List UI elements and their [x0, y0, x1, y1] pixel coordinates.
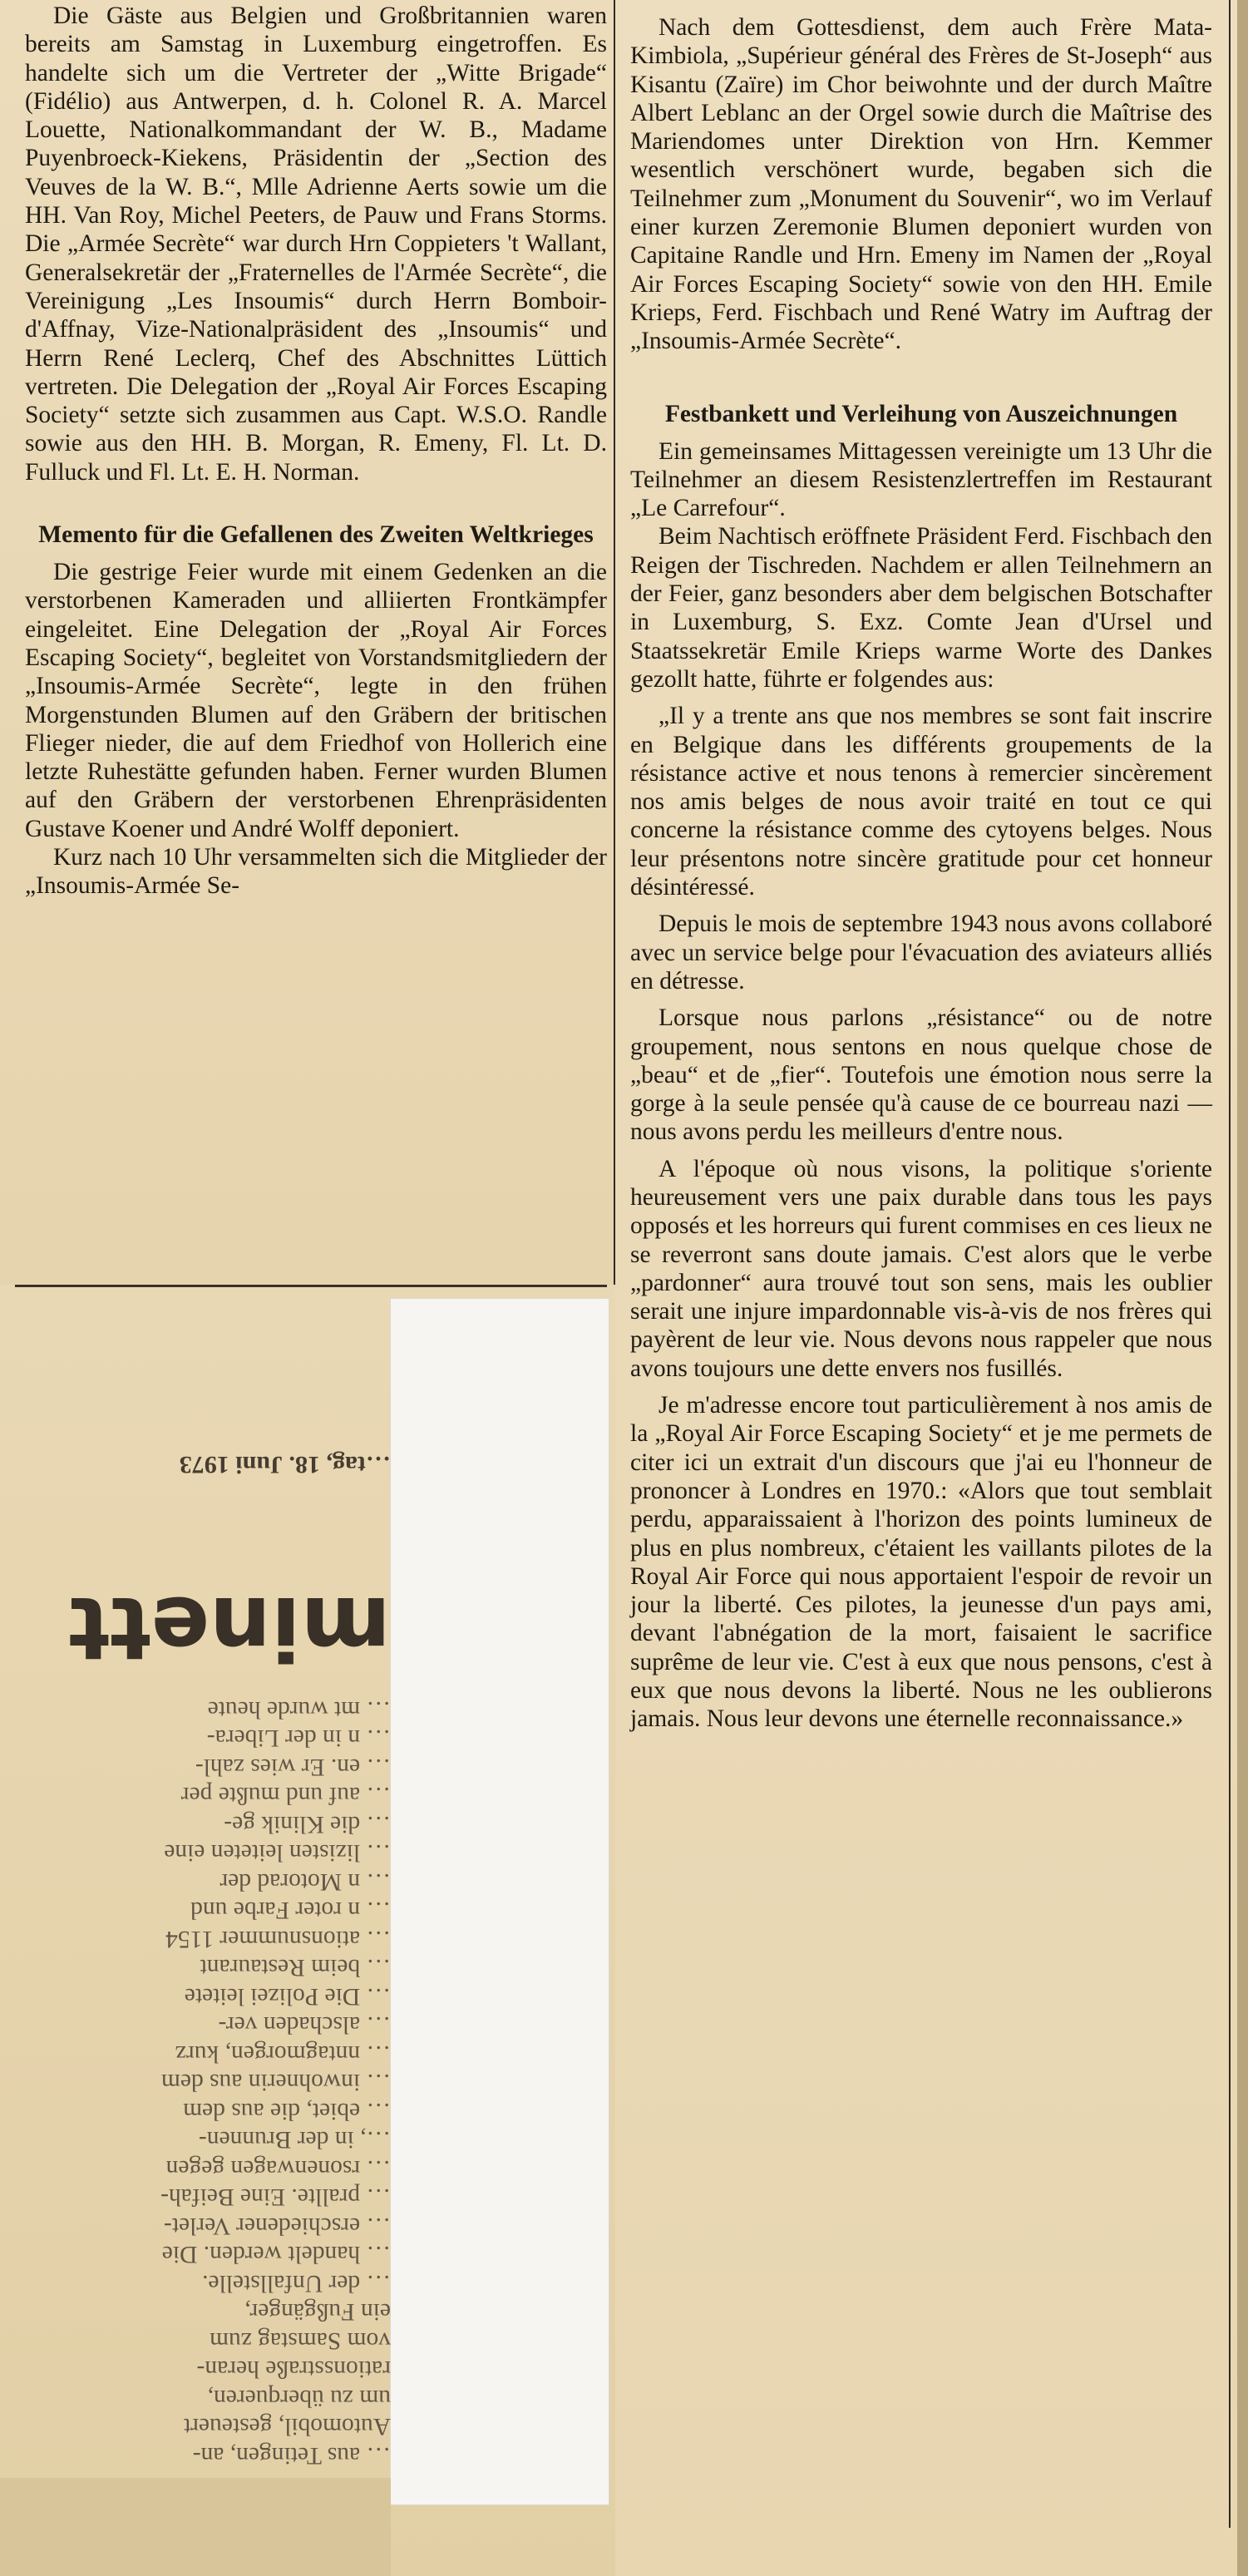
bleed-line: … handelt werden. Die — [161, 2241, 391, 2268]
bleed-line: … aus Tetingen, an- — [192, 2442, 391, 2469]
paragraphs-memento — [25, 558, 607, 901]
bleed-line: … prallte. Eine Beifah- — [160, 2184, 391, 2211]
bleed-line: … ationsnummer 1154 — [165, 1926, 391, 1952]
bleed-masthead: minett — [67, 1577, 391, 1680]
section-heading-festbankett: Festbankett und Verleihung von Auszeichnungen — [664, 400, 1178, 427]
clipping-cut-line — [15, 1285, 607, 1287]
column-rule-right — [1229, 0, 1231, 2528]
paragraphs-festbankett — [630, 437, 1212, 1734]
paragraph: Depuis le mois de septembre 1943 nous avons collaboré avec un service belge pour l'évacuation des aviateurs alliés en détresse. — [630, 910, 1212, 994]
paper-edge — [1237, 0, 1248, 2576]
bleed-line: … en. Er wies zahl- — [195, 1754, 391, 1780]
bleed-line: … ebiet, die aus dem — [183, 2098, 391, 2124]
article-column-right — [630, 13, 1212, 1734]
paragraphs-service — [630, 13, 1212, 356]
bleed-line: … erschiedener Verlet- — [163, 2213, 391, 2239]
bleed-line: … beim Restaurant — [200, 1954, 391, 1981]
paragraph: Die Gäste aus Belgien und Großbritannien waren bereits am Samstag in Luxemburg eingetroffen. Es handelte sich um die Vertreter der „Witte Brigade“ (Fidélio) aus Antwerpen, d. h. Colonel R. A. Marcel Louette, Nationalkommandant der W. B., Madame Puyenbroeck-Kiekens, Präsidentin der „Section des Veuves de la W. B.“, Mlle Adrienne Aerts sowie um die HH. Van Roy, Michel Peeters, de Pauw und Frans Storms. Die „Armée Secrète“ war durch Hrn Coppieters 't Wallant, Generalsekretär der „Fraternelles de l'Armée Secrète“, die Vereinigung „Les Insoumis“ durch Herrn Bomboir-d'Affnay, Vize-Nationalpräsident des „Insoumis“ und Herrn René Leclerq, Chef des Abschnittes Lüttich vertreten. Die Delegation der „Royal Air Forces Escaping Society“ setzte sich zusammen aus Capt. W.S.O. Randle sowie aus den HH. B. Morgan, R. Emeny, Fl. Lt. D. Fulluck und Fl. Lt. E. H. Norman. — [25, 2, 607, 486]
bleed-line: vom Samstag zum — [210, 2327, 391, 2354]
column-rule-left — [614, 0, 615, 1285]
paragraph: Je m'adresse encore tout particulièrement à nos amis de la „Royal Air Force Escaping Society“ et je me permets de citer ici un extrait d'un discours que j'ai eu l'honneur de prononcer à Londres en 1970.: «Alors que tout semblait perdu, apparaissaient à l'horizon des points lumineux de plus en plus nombreux, c'étaient les vaillants pilotes de la Royal Air Force qui nous apportaient l'espoir de revoir un jour la liberté. Ces pilotes, la jeunesse d'un pays ami, devant l'abnégation de la mort, faisaient le sacrifice suprême de leur vie. C'est à eux que nous pensons, c'est à eux que nous devons la liberté. Nous ne les oublierons jamais. Nous leur devons une éternelle reconnaissance.» — [630, 1392, 1212, 1733]
bleed-line: …, in der Brunnen- — [198, 2126, 391, 2154]
paragraph: Beim Nachtisch eröffnete Präsident Ferd. Fischbach den Reigen der Tischreden. Nachdem er allen Teilnehmern an der Feier, ganz besonders aber dem belgischen Botschafter in Luxemburg, S. Exz. Comte Jean d'Ursel und Staatssekretär Emile Krieps warme Worte des Dankes gezollt hatte, führte er folgendes aus: — [630, 523, 1212, 693]
blank-paper-patch — [391, 1299, 609, 2504]
paragraph: Die gestrige Feier wurde mit einem Gedenken an die verstorbenen Kameraden und alliierten Frontkämpfer eingeleitet. Eine Delegation der „Royal Air Forces Escaping Society“, begleitet von Vorstandsmitgliedern der „Insoumis-Armée Secrète“, legte in den frühen Morgenstunden Blumen auf den Gräbern der britischen Flieger nieder, die auf dem Friedhof von Hollerich eine letzte Ruhestätte gefunden haben. Ferner wurden Blumen auf den Gräbern der verstorbenen Ehrenpräsidenten Gustave Koener und André Wolff deponiert. — [25, 559, 607, 842]
section-heading-memento: Memento für die Gefallenen des Zweiten Weltkrieges — [38, 521, 594, 549]
bleed-line: … mt wurde heute — [207, 1696, 391, 1723]
paper-bottom-strip — [0, 2478, 391, 2576]
bleed-line: … die Klinik ge- — [224, 1811, 391, 1838]
paragraph: Lorsque nous parlons „résistance“ ou de notre groupement, nous sentons en nous quelque chose de „beau“ et de „fier“. Toutefois une émotion nous serre la gorge à la seule pensée qu'à cause de ce bourreau nazi — nous avons perdu les meilleurs d'entre nous. — [630, 1004, 1212, 1146]
bleed-line: … lizisten leiteten eine — [164, 1839, 391, 1867]
bleed-line: … n roter Farbe und — [190, 1897, 391, 1924]
paragraph: Kurz nach 10 Uhr versammelten sich die Mitglieder der „Insoumis-Armée Se- — [25, 844, 607, 900]
bleed-line: … inwohnerin aus dem — [160, 2069, 391, 2096]
bleed-line: … nntagmorgen, kurz — [175, 2041, 391, 2067]
bleed-through-text — [25, 1310, 391, 2470]
bleed-line: Automobil, gesteuert — [183, 2413, 391, 2440]
bleed-line: … n Motorad der — [220, 1868, 391, 1895]
paragraph: A l'époque où nous visons, la politique s'oriente heureusement vers une paix durable dans tous les pays opposés et les horreurs qui furent commises en ces lieux ne se reverront sans doute jamais. C'est alors que le verbe „pardonner“ aura trouvé tout son sens, mais les oublier serait une injure impardonnable vis-à-vis de nos frères qui payèrent de leur vie. Nous devons nous rappeler que nous avons toujours une dette envers nos fusillés. — [630, 1155, 1212, 1382]
bleed-line: … der Unfallstelle. — [202, 2270, 391, 2297]
bleed-line: … rsonenwagen gegen — [165, 2155, 391, 2182]
article-column-left — [25, 2, 607, 901]
paragraph: Nach dem Gottesdienst, dem auch Frère Mata-Kimbiola, „Supérieur général des Frères de St-Joseph“ aus Kisantu (Zaïre) im Chor beiwohnte und der durch Maître Albert Leblanc an der Orgel sowie durch die Maîtrise des Mariendomes unter Direktion von Hrn. Kemmer wesentlich verschönert wurde, begaben sich die Teilnehmer zum „Monument du Souvenir“, wo im Verlauf einer kurzen Zeremonie Blumen deponiert wurden von Capitaine Randle und Hrn. Emeny im Namen der „Royal Air Forces Escaping Society“ sowie von den HH. Emile Krieps, Ferd. Fischbach und René Watry im Auftrag der „Insoumis-Armée Secrète“. — [630, 14, 1212, 355]
bleed-line: rationsstraße heran- — [196, 2356, 391, 2383]
paragraph: Ein gemeinsames Mittagessen vereinigte um 13 Uhr die Teilnehmer an diesem Resistenzlertreffen im Restaurant „Le Carrefour“. — [630, 437, 1212, 522]
bleed-line: … auf und mußte per — [180, 1782, 391, 1809]
paragraph: „Il y a trente ans que nos membres se sont fait inscrire en Belgique dans les différents groupements de la résistance active et nous tenons à remercier sincèrement nos amis belges de nous avoir traité en tout ce qui concerne la résistance comme des cytoyens belges. Nous leur présentons notre sincère gratitude pour cet honneur désintéressé. — [630, 703, 1212, 901]
bleed-line: um zu überqueren, — [207, 2385, 391, 2411]
bleed-line: ein Fußgänger, — [244, 2298, 391, 2326]
bleed-line: … alschaden ver- — [218, 2011, 391, 2039]
bleed-line: … n in der Libera- — [206, 1725, 391, 1752]
bleed-line: … Die Polizei leitete — [184, 1983, 391, 2010]
bleed-dateline: …tag, 18. Juni 1973 — [179, 1451, 391, 1479]
paragraphs-intro — [25, 2, 607, 486]
